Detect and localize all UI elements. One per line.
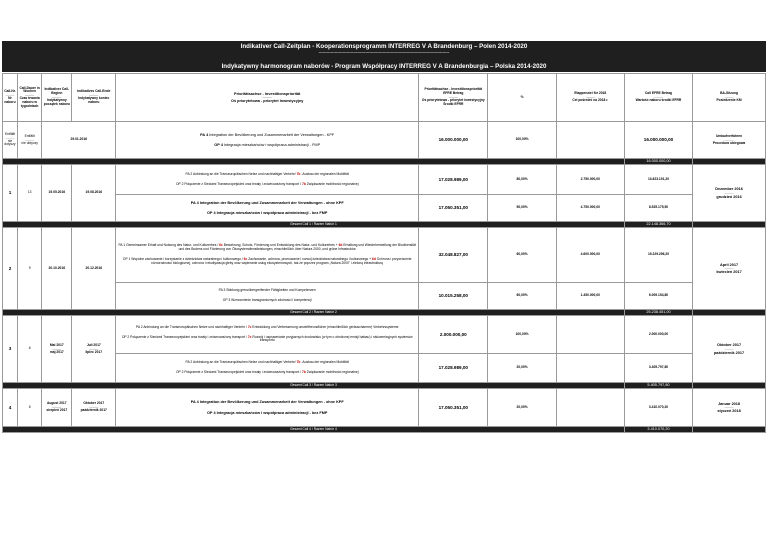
efre-cell: 32.048.827,00 <box>419 228 488 283</box>
title-band-pl <box>2 61 766 72</box>
col-header-call-efre: Call EFRE Betrag --------- Wartość naboru środki EFRR <box>624 74 692 122</box>
call-nr-cell: 1 <box>3 165 18 222</box>
stage-cell: 2.750.000,00 <box>556 165 624 195</box>
priority-cell: PA 1 Gemeinsamer Erhalt und Nutzung des Natur- und Kulturerbes / 6c Bewahrung, Schutz, Förderung und Entwicklung des Natur- und Kulturerbes + 6d Erhaltung und Wiederherstellung der Biodiversität und des Bodens und Förderung von Ökosystemdienstleistungen, einschließlich über Natura 2000, und grüne Infrastruktur OP 1 Wspólne zachowanie i korzystanie z dziedzictwa naturalnego i kulturowego / 6c Zachowanie, ochrona, promowanie i rozwój dziedzictwa naturalnego i kulturowego + 6d Ochrona i przywrócenie różnorodności biologicznej, ochrona i rekultywacja gleby oraz wspieranie usług ekosystemowych, tak że poprzez program „Natura 2000" i zieloną infrastrukturę <box>116 228 419 283</box>
efre-cell: 17.050.351,00 <box>419 195 488 222</box>
call-footer: Gesamt Call 4 / Razem Nabór 4 <box>3 427 625 433</box>
table-row <box>3 316 766 354</box>
call-nr-cell: Entfällt --------- nie dotyczy <box>3 122 18 159</box>
call-footer: Gesamt Call 2 / Razem Nabór 2 <box>3 310 625 316</box>
sum-cell: 16.000.000,00 <box>624 159 692 165</box>
ba-cell: Umlaufverfahren --------- Procedura obiegowa <box>693 122 766 159</box>
begin-cell: 19.05.2016 <box>42 165 72 222</box>
end-cell: 19.08.2016 <box>72 165 116 222</box>
col-header-ba: BA-Sitzung --------- Posiedzenie KM <box>693 74 766 122</box>
stage-cell <box>556 316 624 354</box>
priority-cell: PA 4 Integration der Bevölkerung und Zusammenarbeit der Verwaltungen - KPF OP 4 Integracja mieszkańców i współpraca administracji - FMP <box>116 122 419 159</box>
percent-cell: 20,00% <box>488 354 556 383</box>
priority-cell: PA 2 Anbindung an die Transeuropäischen Netze und nachhaltiger Verkehr / 7c Entwicklung und Verbesserung umweltfreundlicher (einschließlich geräuscharmer) Verkehrssysteme OP 2 Połączenie z Sieciami Transeuropejskimi oraz trwały i zrównoważony transport / 7c Rozwój i usprawnianie przyjaznych środowisku (w tym o obniżonej emisji hałasu) i niskoemisyjnych systemów transportu <box>116 316 419 354</box>
stage-cell <box>556 354 624 383</box>
table-row <box>3 389 766 427</box>
col-header-call-nr: Call-Nr. --------- Nr naboru <box>3 74 18 122</box>
title-dashes: -------------------------------------------------------------------------------------------------- <box>318 49 450 54</box>
ba-cell: April 2017 --------- kwiecień 2017 <box>693 228 766 310</box>
date-cell: 29.01.2016 <box>42 122 116 159</box>
stage-cell <box>556 122 624 159</box>
sum-cell: 25.238.451,00 <box>624 310 692 316</box>
percent-cell: 60,00% <box>488 283 556 310</box>
priority-cell: PA 4 Integration der Bevölkerung und Zusammenarbeit der Verwaltungen - ohne KPF OP 4 Integracja mieszkańców i współpraca administracji - bez FMP <box>116 195 419 222</box>
sum-cell: 22.148.366,70 <box>624 222 692 228</box>
duration-cell: 6 <box>18 316 42 383</box>
sum-cell: 3.410.070,20 <box>624 427 692 433</box>
ba-cell: Dezember 2016 --------- grudzień 2016 <box>693 165 766 222</box>
stage-cell: 4.600.000,00 <box>556 228 624 283</box>
begin-cell: 20.10.2016 <box>42 228 72 310</box>
duration-cell: 9 <box>18 228 42 310</box>
stage-cell <box>556 389 624 427</box>
priority-cell: PA 4 Integration der Bevölkerung und Zusammenarbeit der Verwaltungen - ohne KPF OP 4 Integracja mieszkańców i współpraca administracji - bez FMP <box>116 389 419 427</box>
title-de: Indikativer Call-Zeitplan - Kooperationsprogramm INTERREG V A Brandenburg – Polen 2014-2020 <box>240 43 528 50</box>
call-efre-cell: 6.009.154,80 <box>624 283 692 310</box>
stage-cell: 4.750.000,00 <box>556 195 624 222</box>
call-efre-cell: 8.525.175,50 <box>624 195 692 222</box>
col-header-efre-total: Prioritätsachse - Investitionspriorität EFRE Betrag --------- Oś priorytetowa - priorytet inwestycyjny Środki EFRR <box>419 74 488 122</box>
title-band <box>2 41 766 61</box>
end-cell: Juli 2017 --------- lipiec 2017 <box>72 316 116 383</box>
call-efre-cell: 19.229.296,20 <box>624 228 692 283</box>
table-row <box>3 228 766 283</box>
sum-row <box>3 427 766 433</box>
call-nr-cell: 4 <box>3 389 18 427</box>
call-nr-cell: 3 <box>3 316 18 383</box>
percent-cell: 100,00% <box>488 316 556 354</box>
col-header-begin: Indikativer Call-Beginn --------- Indykatywny początek naboru <box>42 74 72 122</box>
efre-cell: 17.050.351,00 <box>419 389 488 427</box>
ba-cell: Januar 2018 --------- styczeń 2018 <box>693 389 766 427</box>
percent-cell: 80,00% <box>488 165 556 195</box>
efre-cell: 2.000.000,00 <box>419 316 488 354</box>
call-footer: Gesamt Call 3 / Razem Nabór 3 <box>3 383 625 389</box>
call-efre-cell: 3.405.797,80 <box>624 354 692 383</box>
efre-cell: 17.028.989,00 <box>419 354 488 383</box>
percent-cell: 100,00% <box>488 122 556 159</box>
efre-cell: 17.028.989,00 <box>419 165 488 195</box>
col-header-stage: Etappenziel für 2018 --------- Cel pośredni na 2018 r. <box>556 74 624 122</box>
duration-cell: Entfällt --------- nie dotyczy <box>18 122 42 159</box>
title-pl: Indykatywny harmonogram naborów - Program Współpracy INTERREG V A Brandenburgia – Polska 2014-2020 <box>221 63 547 70</box>
percent-cell: 50,00% <box>488 195 556 222</box>
priority-cell: PA 3 Stärkung grenzübergreifender Fähigkeiten und Kompetenzen OP 3 Wzmocnienie transgranicznych zdolności i kompetencji <box>116 283 419 310</box>
col-header-priority: Prioritätsachse - Investitionspriorität --------- Oś priorytetowa - priorytet inwestycyjny <box>116 74 419 122</box>
table-row <box>3 283 766 310</box>
efre-cell: 16.000.000,00 <box>419 122 488 159</box>
call-efre-cell: 13.623.191,20 <box>624 165 692 195</box>
table-row <box>3 122 766 159</box>
duration-cell: 6 <box>18 389 42 427</box>
efre-cell: 10.015.258,00 <box>419 283 488 310</box>
call-efre-cell: 2.000.000,00 <box>624 316 692 354</box>
sum-cell: 5.405.797,80 <box>624 383 692 389</box>
call-nr-cell: 2 <box>3 228 18 310</box>
call-efre-cell: 16.000.000,00 <box>624 122 692 159</box>
end-cell: Oktober 2017 --------- październik 2017 <box>72 389 116 427</box>
stage-cell: 1.450.000,00 <box>556 283 624 310</box>
table-row <box>3 354 766 383</box>
percent-cell: 20,00% <box>488 389 556 427</box>
table-row <box>3 195 766 222</box>
call-efre-cell: 3.410.070,20 <box>624 389 692 427</box>
priority-cell: PA 2 Anbindung an die Transeuropäischen Netze und nachhaltiger Verkehr/ 7b -Ausbau der regionalen Mobilität OP 2 Połączenie z Sieciami Transeuropejskimi oraz trwały i zrównoważony transport / 7b Zwiększanie mobilności regionalnej <box>116 354 419 383</box>
header-row <box>3 74 766 122</box>
col-header-duration: Call-Dauer in Wochen --------- Czas trwania naboru w tygodniach <box>18 74 42 122</box>
duration-cell: 13 <box>18 165 42 222</box>
col-header-percent: % <box>488 74 556 122</box>
begin-cell: August 2017 --------- sierpień 2017 <box>42 389 72 427</box>
percent-cell: 60,00% <box>488 228 556 283</box>
priority-cell: PA 2 Anbindung an die Transeuropäischen Netze und nachhaltiger Verkehr/ 7b -Ausbau der regionalen Mobilität OP 2 Połączenie z Sieciami Transeuropejskimi oraz trwały i zrównoważony transport / 7b Zwiększanie mobilności regionalnej <box>116 165 419 195</box>
end-cell: 20.12.2016 <box>72 228 116 310</box>
call-footer: Gesamt Call 1 / Razem Nabór 1 <box>3 222 625 228</box>
ba-cell: Oktober 2017 --------- październik 2017 <box>693 316 766 383</box>
col-header-end: Indikatives Call-Ende --------- Indykatywny koniec naboru <box>72 74 116 122</box>
begin-cell: Mai 2017 --------- maj 2017 <box>42 316 72 383</box>
call-schedule-table <box>2 73 766 433</box>
table-row <box>3 165 766 195</box>
